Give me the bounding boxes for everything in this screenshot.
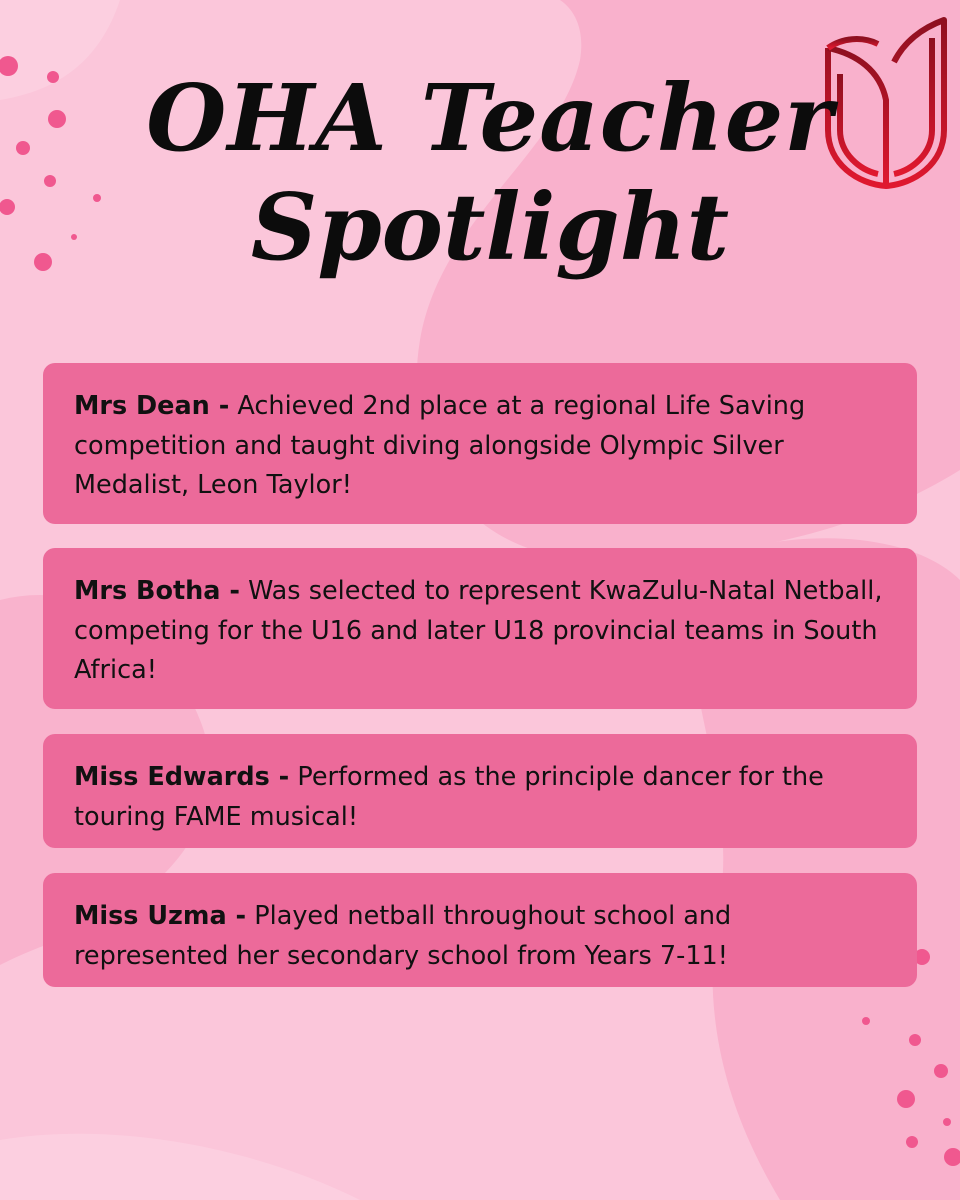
teacher-name: Mrs Dean - [74, 391, 230, 421]
teacher-achievement: Achieved 2nd place at a regional Life Saving competition and taught diving alongside Olympic Silver Medalist, Leon Taylor! [74, 391, 806, 500]
teacher-card-uzma [43, 873, 917, 987]
teacher-card-botha [43, 548, 917, 709]
teacher-card-text [74, 572, 887, 691]
teacher-card-edwards [43, 734, 917, 848]
page-title [120, 64, 860, 281]
title-line-1: OHA Teacher [146, 64, 834, 172]
teacher-name: Miss Edwards - [74, 762, 290, 792]
teacher-achievement: Was selected to represent KwaZulu-Natal Netball, competing for the U16 and later U18 provincial teams in South Africa! [74, 576, 883, 685]
title-line-2: Spotlight [250, 172, 730, 281]
teacher-name: Miss Uzma - [74, 901, 247, 931]
teacher-achievement: Played netball throughout school and represented her secondary school from Years 7-11! [74, 901, 732, 971]
teacher-card-text [74, 387, 887, 506]
teacher-card-text [74, 758, 887, 837]
teacher-card-text [74, 897, 887, 976]
teacher-name: Mrs Botha - [74, 576, 240, 606]
teacher-achievement: Performed as the principle dancer for the touring FAME musical! [74, 762, 824, 832]
teacher-card-dean [43, 363, 917, 524]
